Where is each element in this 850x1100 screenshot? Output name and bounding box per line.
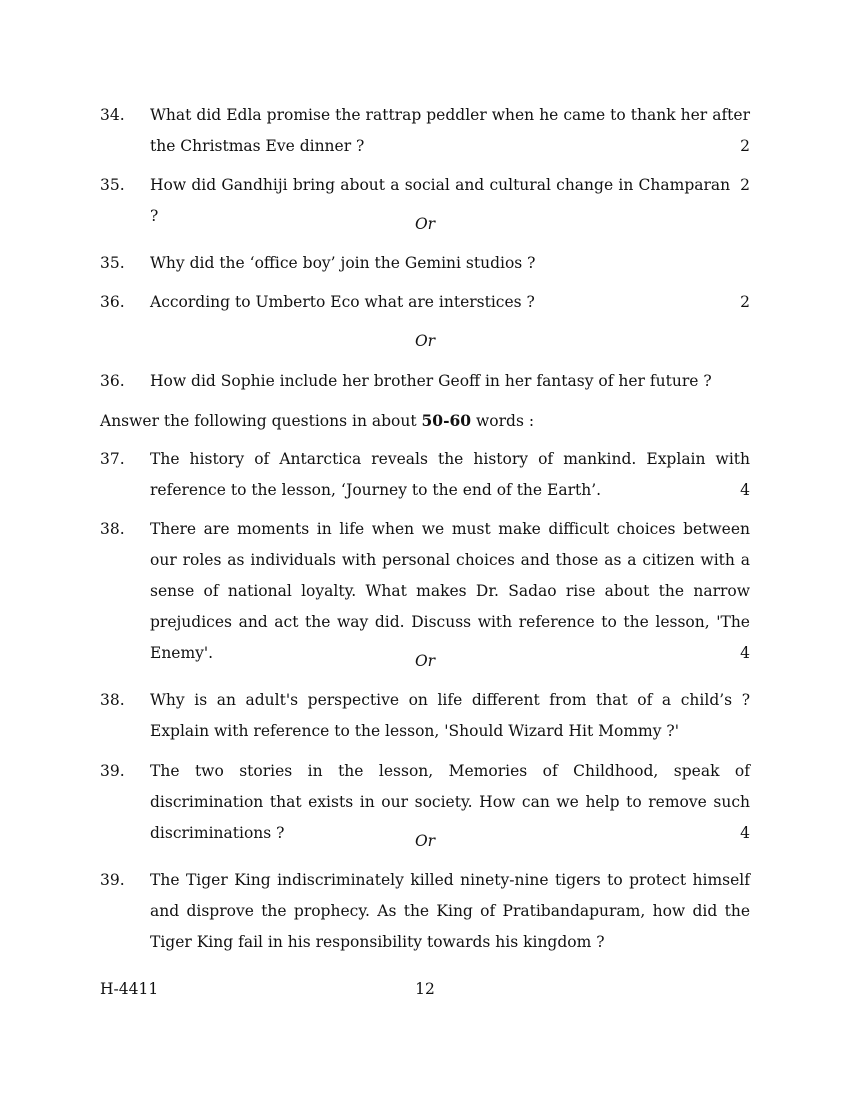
question-marks: 2 [740,137,750,155]
question-number: 38. [100,691,125,709]
question-text: Why did the ‘office boy’ join the Gemini studios ? [150,254,536,272]
page-number: 12 [415,980,435,998]
question-34 [100,100,750,162]
question-36 [100,287,750,318]
question-body [150,100,750,162]
question-36-alternative [100,366,750,397]
question-38-alternative [100,685,750,747]
paper-code: H-4411 [100,980,159,998]
question-marks: 4 [740,824,750,842]
question-text: How did Sophie include her brother Geoff in her fantasy of her future ? [150,372,712,390]
question-35-alternative [100,248,750,279]
question-text: Why is an adult's perspective on life different from that of a child’s ? Explain with reference to the lesson, 'Should Wizard Hit Mommy ?' [150,691,750,740]
instruction-word-count: 50-60 [421,411,472,430]
or-separator: Or [414,332,436,350]
question-number: 35. [100,176,125,194]
or-separator: Or [414,832,436,850]
question-number: 39. [100,762,125,780]
question-marks: 4 [740,481,750,499]
question-body [150,865,750,958]
question-body [150,685,750,747]
instruction-suffix: words : [471,412,535,430]
question-text: How did Gandhiji bring about a social and cultural change in Champaran ? [150,176,731,225]
question-body [150,366,750,397]
question-body [150,287,750,318]
or-separator: Or [414,652,436,670]
question-number: 34. [100,106,125,124]
question-text: The Tiger King indiscriminately killed ninety-nine tigers to protect himself and disprove the prophecy. As the King of Pratibandapuram, how did the Tiger King fail in his responsibility towards his kingdom ? [150,871,750,951]
question-number: 36. [100,293,125,311]
question-marks: 4 [740,644,750,662]
question-text: What did Edla promise the rattrap peddler when he came to thank her after the Christmas Eve dinner ? [150,106,750,155]
question-number: 38. [100,520,125,538]
question-text: There are moments in life when we must make difficult choices between our roles as individuals with personal choices and those as a citizen with a sense of national loyalty. What makes Dr. Sadao rise about the narrow prejudices and act the way did. Discuss with reference to the lesson, 'The Enemy'. [150,520,750,662]
question-number: 36. [100,372,125,390]
section-instruction [100,405,750,437]
question-body [150,248,750,279]
question-text: The two stories in the lesson, Memories of Childhood, speak of discrimination that exists in our society. How can we help to remove such discriminations ? [150,762,750,842]
question-number: 39. [100,871,125,889]
question-text: According to Umberto Eco what are interstices ? [150,293,535,311]
question-39-alternative [100,865,750,958]
question-37 [100,444,750,506]
instruction-prefix: Answer the following questions in about [100,412,422,430]
question-body [150,444,750,506]
question-marks: 2 [740,293,750,311]
question-number: 35. [100,254,125,272]
question-number: 37. [100,450,125,468]
question-text: The history of Antarctica reveals the history of mankind. Explain with reference to the lesson, ‘Journey to the end of the Earth’. [150,450,750,499]
question-marks: 2 [740,176,750,194]
or-separator: Or [414,215,436,233]
